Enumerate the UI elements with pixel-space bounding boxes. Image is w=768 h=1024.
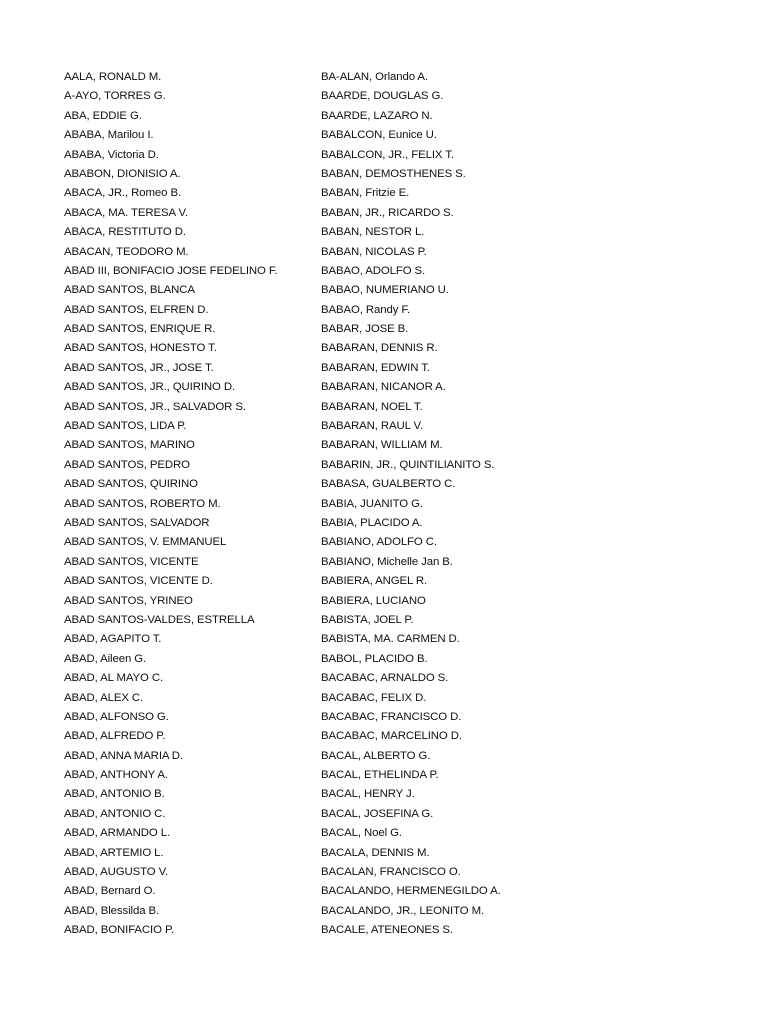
name-entry: ABAD, ALEX C.: [64, 691, 144, 704]
name-entry: BACALANDO, HERMENEGILDO A.: [321, 885, 501, 898]
name-list-right-column: [321, 68, 621, 941]
name-entry: ABAD SANTOS, ROBERTO M.: [64, 497, 221, 510]
name-entry: BABAN, DEMOSTHENES S.: [321, 167, 466, 180]
name-entry: ABACA, RESTITUTO D.: [64, 226, 186, 239]
name-entry: BABAN, NICOLAS P.: [321, 245, 427, 258]
name-entry: BABIERA, ANGEL R.: [321, 575, 428, 588]
name-entry: ABAD, ARTEMIO L.: [64, 846, 164, 859]
name-entry: BACAL, HENRY J.: [321, 788, 415, 801]
name-entry: ABAD, ANNA MARIA D.: [64, 749, 184, 762]
name-entry: ABAD, ARMANDO L.: [64, 827, 171, 840]
name-entry: ABAD SANTOS, SALVADOR: [64, 516, 210, 529]
name-entry: BABAO, Randy F.: [321, 303, 411, 316]
name-entry: BACAL, JOSEFINA G.: [321, 807, 434, 820]
name-entry: ABAD SANTOS, JR., JOSE T.: [64, 361, 214, 374]
name-entry: BABARAN, NICANOR A.: [321, 381, 446, 394]
name-entry: ABAD SANTOS, QUIRINO: [64, 478, 198, 491]
name-entry: ABAD, BONIFACIO P.: [64, 924, 175, 937]
name-entry: BABIANO, Michelle Jan B.: [321, 555, 453, 568]
name-entry: BACALAN, FRANCISCO O.: [321, 866, 461, 879]
name-entry: BABAR, JOSE B.: [321, 323, 409, 336]
name-entry: ABAD, Aileen G.: [64, 652, 147, 665]
name-entry: ABAD, ANTONIO B.: [64, 788, 165, 801]
name-entry: ABABA, Marilou I.: [64, 129, 154, 142]
name-entry: ABAD SANTOS, VICENTE D.: [64, 575, 213, 588]
name-entry: BACABAC, FRANCISCO D.: [321, 710, 462, 723]
name-entry: ABABA, Victoria D.: [64, 148, 159, 161]
name-entry: BACALANDO, JR., LEONITO M.: [321, 904, 485, 917]
name-entry: ABAD SANTOS, MARINO: [64, 439, 195, 452]
name-entry: BACAL, ALBERTO G.: [321, 749, 431, 762]
name-entry: BACAL, ETHELINDA P.: [321, 769, 439, 782]
name-entry: BABAN, Fritzie E.: [321, 187, 410, 200]
name-entry: BACAL, Noel G.: [321, 827, 402, 840]
name-entry: ABAD, ALFONSO G.: [64, 710, 169, 723]
name-entry: BACABAC, FELIX D.: [321, 691, 427, 704]
name-entry: ABAD, Bernard O.: [64, 885, 156, 898]
name-entry: BABALCON, Eunice U.: [321, 129, 437, 142]
name-entry: BABAN, NESTOR L.: [321, 226, 425, 239]
name-entry: BACALA, DENNIS M.: [321, 846, 430, 859]
name-entry: BAARDE, LAZARO N.: [321, 109, 433, 122]
name-entry: ABAD, AUGUSTO V.: [64, 866, 169, 879]
name-list-left-column: [64, 68, 304, 941]
name-entry: ABAD III, BONIFACIO JOSE FEDELINO F.: [64, 264, 278, 277]
name-entry: ABAD SANTOS, LIDA P.: [64, 420, 187, 433]
name-entry: BABIANO, ADOLFO C.: [321, 536, 437, 549]
name-entry: AALA, RONALD M.: [64, 71, 162, 83]
name-entry: BABARIN, JR., QUINTILIANITO S.: [321, 458, 495, 471]
name-entry: BABIA, PLACIDO A.: [321, 516, 423, 529]
name-entry: ABAD SANTOS, JR., QUIRINO D.: [64, 381, 236, 394]
name-entry: ABAD, Blessilda B.: [64, 904, 160, 917]
name-entry: ABAD SANTOS, BLANCA: [64, 284, 195, 297]
name-entry: ABAD SANTOS, V. EMMANUEL: [64, 536, 227, 549]
name-entry: BACABAC, ARNALDO S.: [321, 672, 449, 685]
name-entry: BABARAN, NOEL T.: [321, 400, 423, 413]
name-entry: ABAD SANTOS-VALDES, ESTRELLA: [64, 613, 255, 626]
name-entry: A-AYO, TORRES G.: [64, 90, 166, 103]
name-entry: BABOL, PLACIDO B.: [321, 652, 428, 665]
name-entry: ABAD SANTOS, JR., SALVADOR S.: [64, 400, 246, 413]
name-entry: ABAD, AL MAYO C.: [64, 672, 164, 685]
name-entry: ABAD SANTOS, YRINEO: [64, 594, 193, 607]
name-entry: ABAD SANTOS, ELFREN D.: [64, 303, 209, 316]
name-entry: BABALCON, JR., FELIX T.: [321, 148, 454, 161]
name-entry: BABARAN, WILLIAM M.: [321, 439, 443, 452]
name-entry: ABABON, DIONISIO A.: [64, 167, 181, 180]
name-entry: ABACA, MA. TERESA V.: [64, 206, 188, 219]
name-entry: BABISTA, JOEL P.: [321, 613, 414, 626]
name-entry: BA-ALAN, Orlando A.: [321, 71, 428, 83]
name-entry: BABARAN, RAUL V.: [321, 420, 424, 433]
name-entry: ABAD, ANTONIO C.: [64, 807, 166, 820]
name-entry: ABAD SANTOS, HONESTO T.: [64, 342, 217, 355]
name-entry: BACALE, ATENEONES S.: [321, 924, 453, 937]
name-entry: BAARDE, DOUGLAS G.: [321, 90, 444, 103]
name-entry: BABARAN, DENNIS R.: [321, 342, 438, 355]
name-entry: BABIERA, LUCIANO: [321, 594, 426, 607]
name-entry: ABACA, JR., Romeo B.: [64, 187, 182, 200]
name-entry: BACABAC, MARCELINO D.: [321, 730, 462, 743]
name-entry: BABAN, JR., RICARDO S.: [321, 206, 454, 219]
name-entry: ABAD, ALFREDO P.: [64, 730, 166, 743]
name-entry: BABAO, ADOLFO S.: [321, 264, 426, 277]
name-entry: ABAD SANTOS, PEDRO: [64, 458, 190, 471]
name-entry: BABAO, NUMERIANO U.: [321, 284, 449, 297]
name-entry: ABAD SANTOS, VICENTE: [64, 555, 199, 568]
name-entry: BABISTA, MA. CARMEN D.: [321, 633, 460, 646]
name-entry: ABA, EDDIE G.: [64, 109, 142, 122]
name-entry: ABAD, AGAPITO T.: [64, 633, 162, 646]
name-entry: ABAD SANTOS, ENRIQUE R.: [64, 323, 216, 336]
name-entry: BABARAN, EDWIN T.: [321, 361, 430, 374]
name-entry: BABIA, JUANITO G.: [321, 497, 423, 510]
name-entry: ABAD, ANTHONY A.: [64, 769, 168, 782]
name-entry: BABASA, GUALBERTO C.: [321, 478, 456, 491]
name-entry: ABACAN, TEODORO M.: [64, 245, 189, 258]
